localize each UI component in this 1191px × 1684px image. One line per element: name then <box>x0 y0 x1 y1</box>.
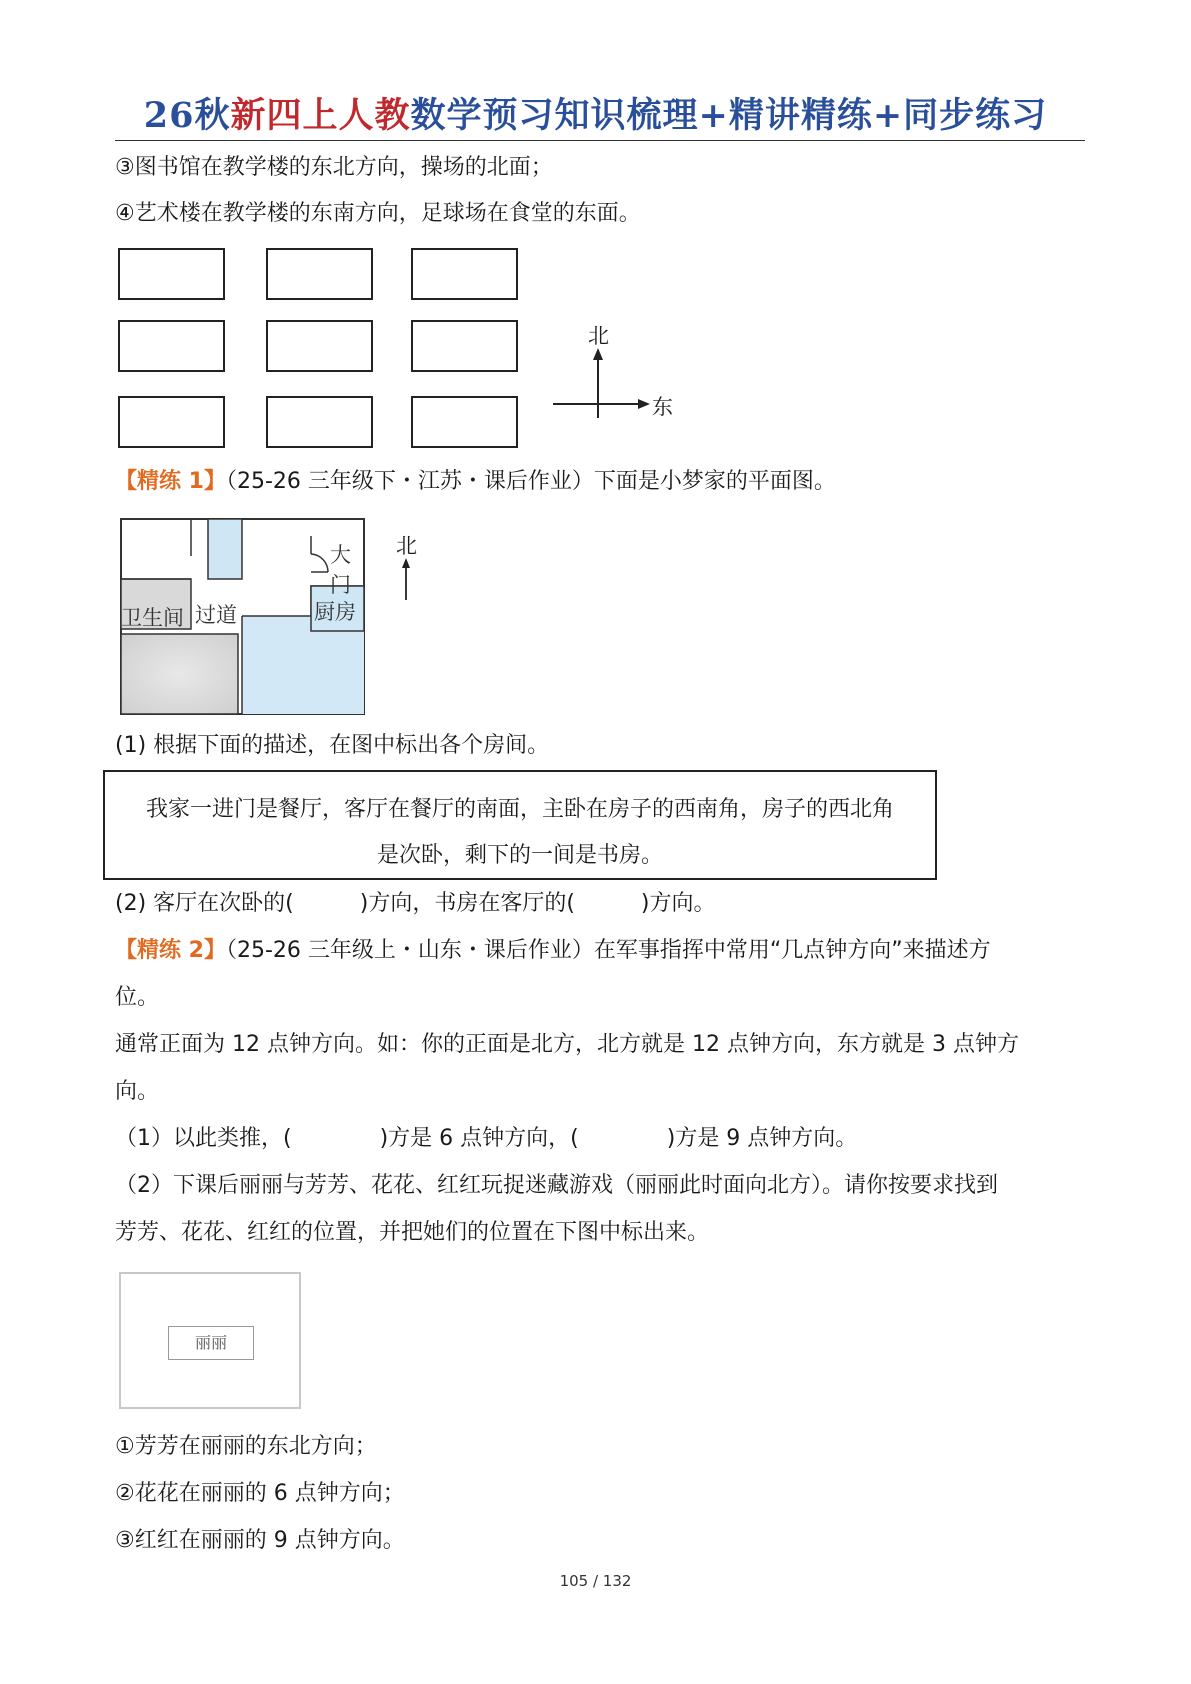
grid-box[interactable] <box>266 396 373 448</box>
plan-north-label: 北 <box>396 534 417 558</box>
exercise-2-tag: 【精练 2】 <box>115 938 226 963</box>
room-kitchen: 厨房 <box>314 600 356 624</box>
header-rule <box>115 140 1085 141</box>
exercise-2-text-1: （25-26 三年级上・山东・课后作业）在军事指挥中常用“几点钟方向”来描述方 <box>225 938 991 963</box>
description-line-1: 我家一进门是餐厅，客厅在餐厅的南面，主卧在房子的西南角，房子的西北角 <box>145 797 894 822</box>
title-part-2: 新四上人教 <box>230 95 411 136</box>
grid-box[interactable] <box>118 396 225 448</box>
grid-box[interactable] <box>266 248 373 300</box>
exercise-1-q2: (2) 客厅在次卧的( )方向，书房在客厅的( )方向。 <box>115 891 716 916</box>
exercise-1-text: （25-26 三年级下・江苏・课后作业）下面是小梦家的平面图。 <box>225 469 836 494</box>
description-line-2: 是次卧，剩下的一间是书房。 <box>376 843 663 868</box>
compass-north-label: 北 <box>588 324 609 348</box>
plan-north <box>394 530 424 600</box>
grid-box[interactable] <box>411 320 518 372</box>
door-label: 大门 <box>330 543 351 597</box>
exercise-1-tag: 【精练 1】 <box>115 469 226 494</box>
room-bathroom: 卫生间 <box>121 606 184 630</box>
exercise-2-q2-line-1: （2）下课后丽丽与芳芳、花花、红红玩捉迷藏游戏（丽丽此时面向北方）。请你按要求找到 <box>115 1173 999 1198</box>
grid-box[interactable] <box>411 396 518 448</box>
exercise-2-q2-line-2: 芳芳、花花、红红的位置，并把她们的位置在下图中标出来。 <box>115 1220 710 1245</box>
exercise-2-text-4: 向。 <box>115 1079 160 1104</box>
condition-1: ①芳芳在丽丽的东北方向； <box>115 1434 377 1459</box>
position-diagram[interactable] <box>119 1272 301 1409</box>
description-box <box>103 770 937 880</box>
clue-3: ③图书馆在教学楼的东北方向，操场的北面； <box>115 155 553 180</box>
grid-box[interactable] <box>411 248 518 300</box>
title-part-3: 数学预习知识梳理+精讲精练+同步练习 <box>410 95 1048 136</box>
north-arrow-icon <box>394 558 424 602</box>
exercise-1-heading <box>115 467 836 497</box>
exercise-2-heading <box>115 936 991 966</box>
room-corridor: 过道 <box>195 603 237 627</box>
page-title <box>0 88 1191 138</box>
exercise-2-text-3: 通常正面为 12 点钟方向。如：你的正面是北方，北方就是 12 点钟方向，东方就是 3 点钟方 <box>115 1032 1019 1057</box>
grid-box[interactable] <box>266 320 373 372</box>
clue-4: ④艺术楼在教学楼的东南方向，足球场在食堂的东面。 <box>115 201 641 226</box>
exercise-2-text-2: 位。 <box>115 985 160 1010</box>
floor-plan <box>118 516 368 716</box>
exercise-2-q1: （1）以此类推，( )方是 6 点钟方向，( )方是 9 点钟方向。 <box>115 1126 858 1151</box>
compass-east-label: 东 <box>652 395 673 419</box>
compass <box>548 324 678 423</box>
condition-3: ③红红在丽丽的 9 点钟方向。 <box>115 1528 405 1553</box>
grid-box[interactable] <box>118 320 225 372</box>
exercise-1-q1: (1) 根据下面的描述，在图中标出各个房间。 <box>115 733 550 758</box>
title-part-1: 26秋 <box>143 95 231 136</box>
grid-box[interactable] <box>118 248 225 300</box>
page-number: 105 / 132 <box>559 1572 632 1590</box>
condition-2: ②花花在丽丽的 6 点钟方向； <box>115 1481 405 1506</box>
lili-box: 丽丽 <box>168 1326 254 1360</box>
